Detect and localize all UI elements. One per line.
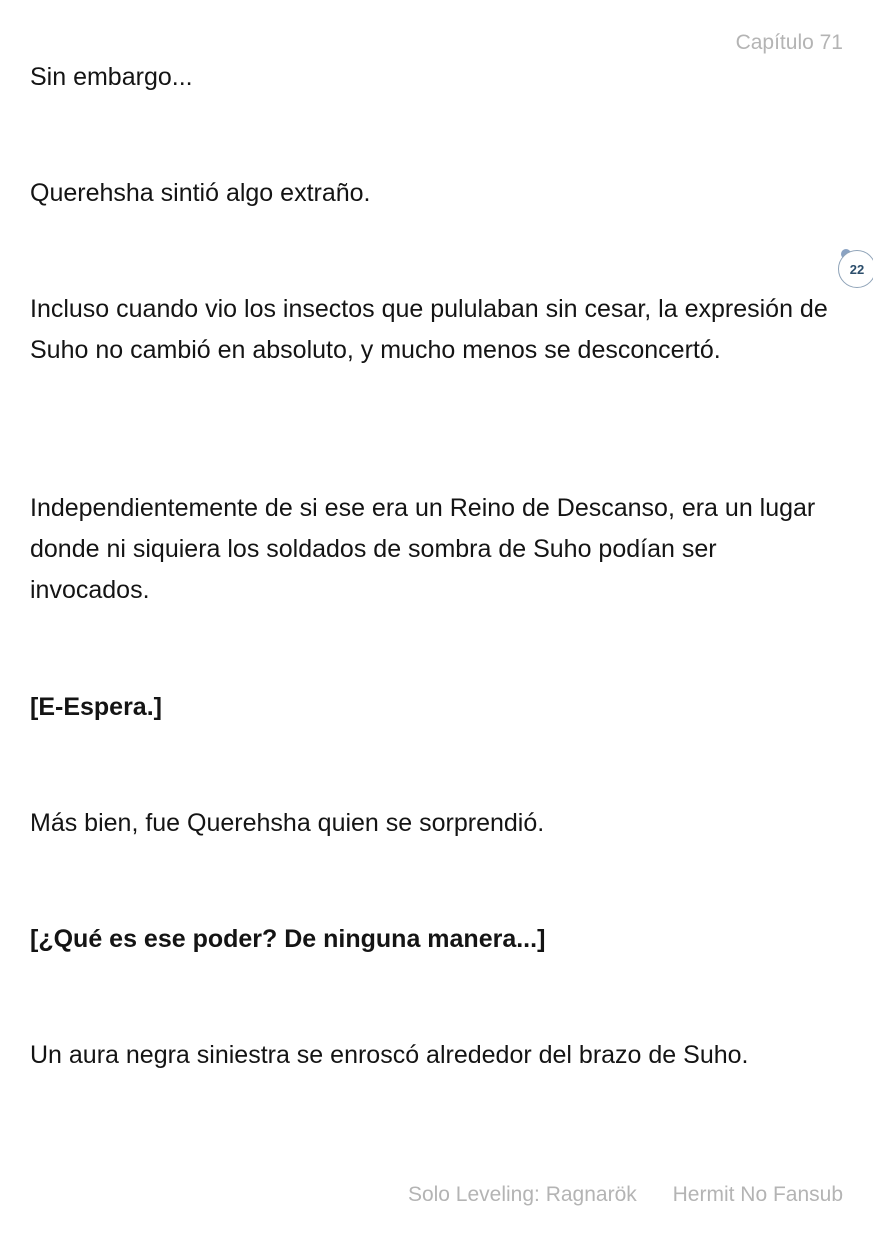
paragraph: Querehsha sintió algo extraño. [30, 179, 371, 207]
paragraph: Un aura negra siniestra se enroscó alrededor del brazo de Suho. [30, 1041, 749, 1069]
paragraph: Sin embargo... [30, 63, 193, 91]
page-number: 22 [849, 261, 865, 277]
dialogue-line: [¿Qué es ese poder? De ninguna manera...] [30, 925, 546, 953]
dialogue-line: [E-Espera.] [30, 693, 162, 721]
page-number-badge[interactable] [838, 250, 873, 288]
page-footer [408, 1184, 843, 1205]
paragraph: Más bien, fue Querehsha quien se sorprendió. [30, 809, 545, 837]
paragraph: Incluso cuando vio los insectos que pululaban sin cesar, la expresión de Suho no cambió en absoluto, y mucho menos se desconcertó. [30, 295, 828, 364]
paragraph: Independientemente de si ese era un Reino de Descanso, era un lugar donde ni siquiera los soldados de sombra de Suho podían ser invocados. [30, 494, 816, 604]
chapter-label: Capítulo 71 [735, 31, 843, 54]
translator-credit: Hermit No Fansub [672, 1183, 843, 1206]
series-title: Solo Leveling: Ragnarök [407, 1183, 637, 1206]
